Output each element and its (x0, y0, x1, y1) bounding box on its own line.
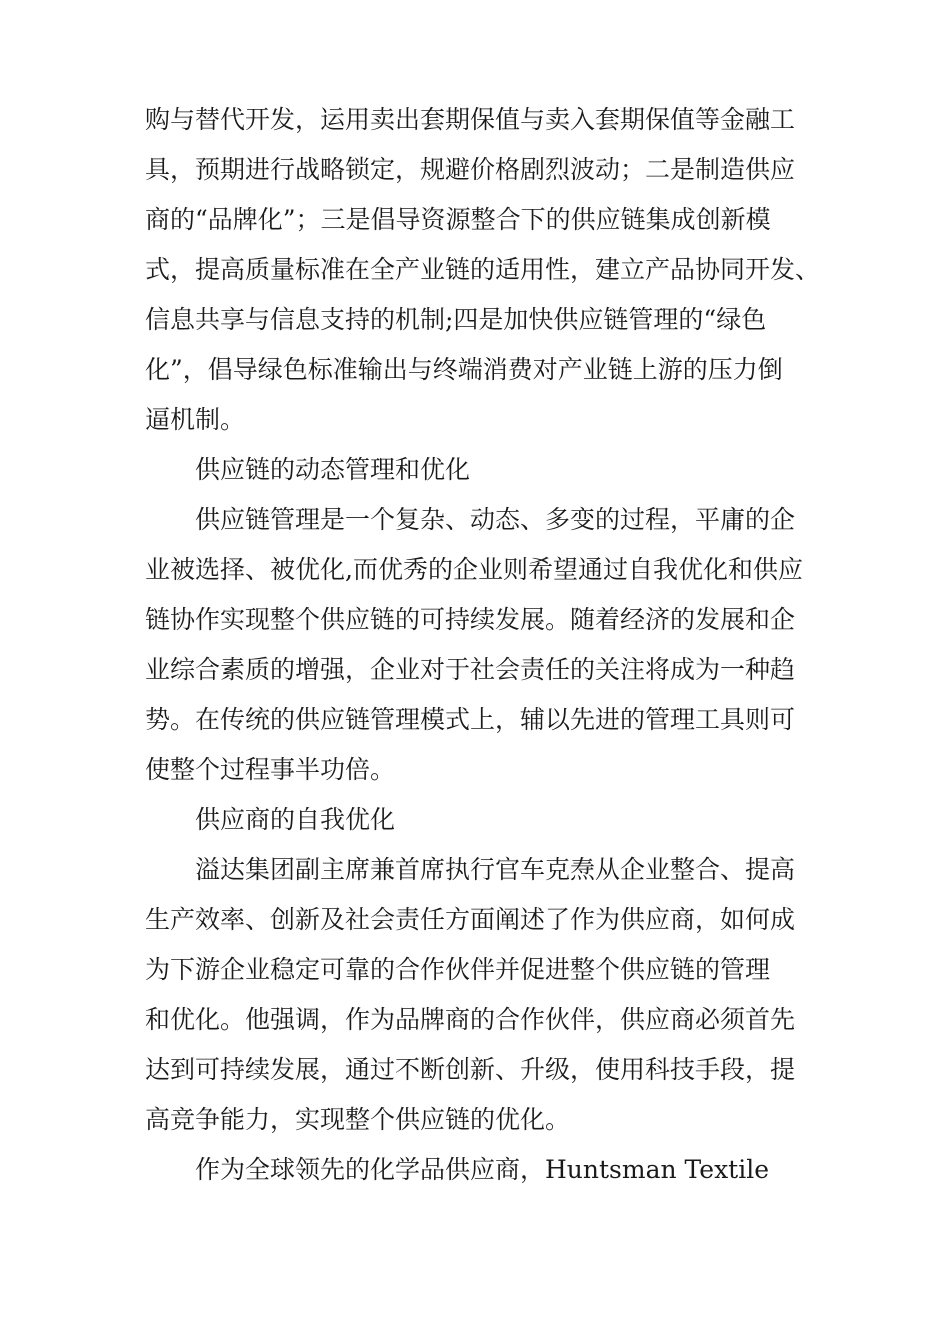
text-line: 逼机制。 (145, 405, 246, 434)
text-line: 商的“品牌化”；三是倡导资源整合下的供应链集成创新模 (145, 205, 771, 234)
text-line: 达到可持续发展，通过不断创新、升级，使用科技手段，提 (145, 1055, 796, 1084)
text-line: 业被选择、被优化,而优秀的企业则希望通过自我优化和供应 (145, 555, 803, 584)
text-line: 和优化。他强调，作为品牌商的合作伙伴，供应商必须首先 (145, 1005, 796, 1034)
text-line: 具，预期进行战略锁定，规避价格剧烈波动；二是制造供应 (145, 155, 796, 184)
paragraph-start-line: 溢达集团副主席兼首席执行官车克焘从企业整合、提高 (195, 855, 796, 884)
text-line: 使整个过程事半功倍。 (145, 755, 396, 784)
document-body (145, 95, 825, 1195)
section-heading: 供应商的自我优化 (195, 805, 396, 834)
text-line: 业综合素质的增强，企业对于社会责任的关注将成为一种趋 (145, 655, 796, 684)
paragraph-start-line: 作为全球领先的化学品供应商，Huntsman Textile (195, 1155, 770, 1184)
text-line: 链协作实现整个供应链的可持续发展。随着经济的发展和企 (145, 605, 796, 634)
text-line: 式，提高质量标准在全产业链的适用性，建立产品协同开发、 (145, 255, 821, 284)
text-line: 势。在传统的供应链管理模式上，辅以先进的管理工具则可 (145, 705, 796, 734)
text-line: 生产效率、创新及社会责任方面阐述了作为供应商，如何成 (145, 905, 796, 934)
text-line: 信息共享与信息支持的机制;四是加快供应链管理的“绿色 (145, 305, 767, 334)
text-line: 化”，倡导绿色标准输出与终端消费对产业链上游的压力倒 (145, 355, 783, 384)
section-heading: 供应链的动态管理和优化 (195, 455, 471, 484)
text-line: 购与替代开发，运用卖出套期保值与卖入套期保值等金融工 (145, 105, 796, 134)
text-line: 高竞争能力，实现整个供应链的优化。 (145, 1105, 571, 1134)
paragraph-start-line: 供应链管理是一个复杂、动态、多变的过程，平庸的企 (195, 505, 796, 534)
text-line: 为下游企业稳定可靠的合作伙伴并促进整个供应链的管理 (145, 955, 771, 984)
